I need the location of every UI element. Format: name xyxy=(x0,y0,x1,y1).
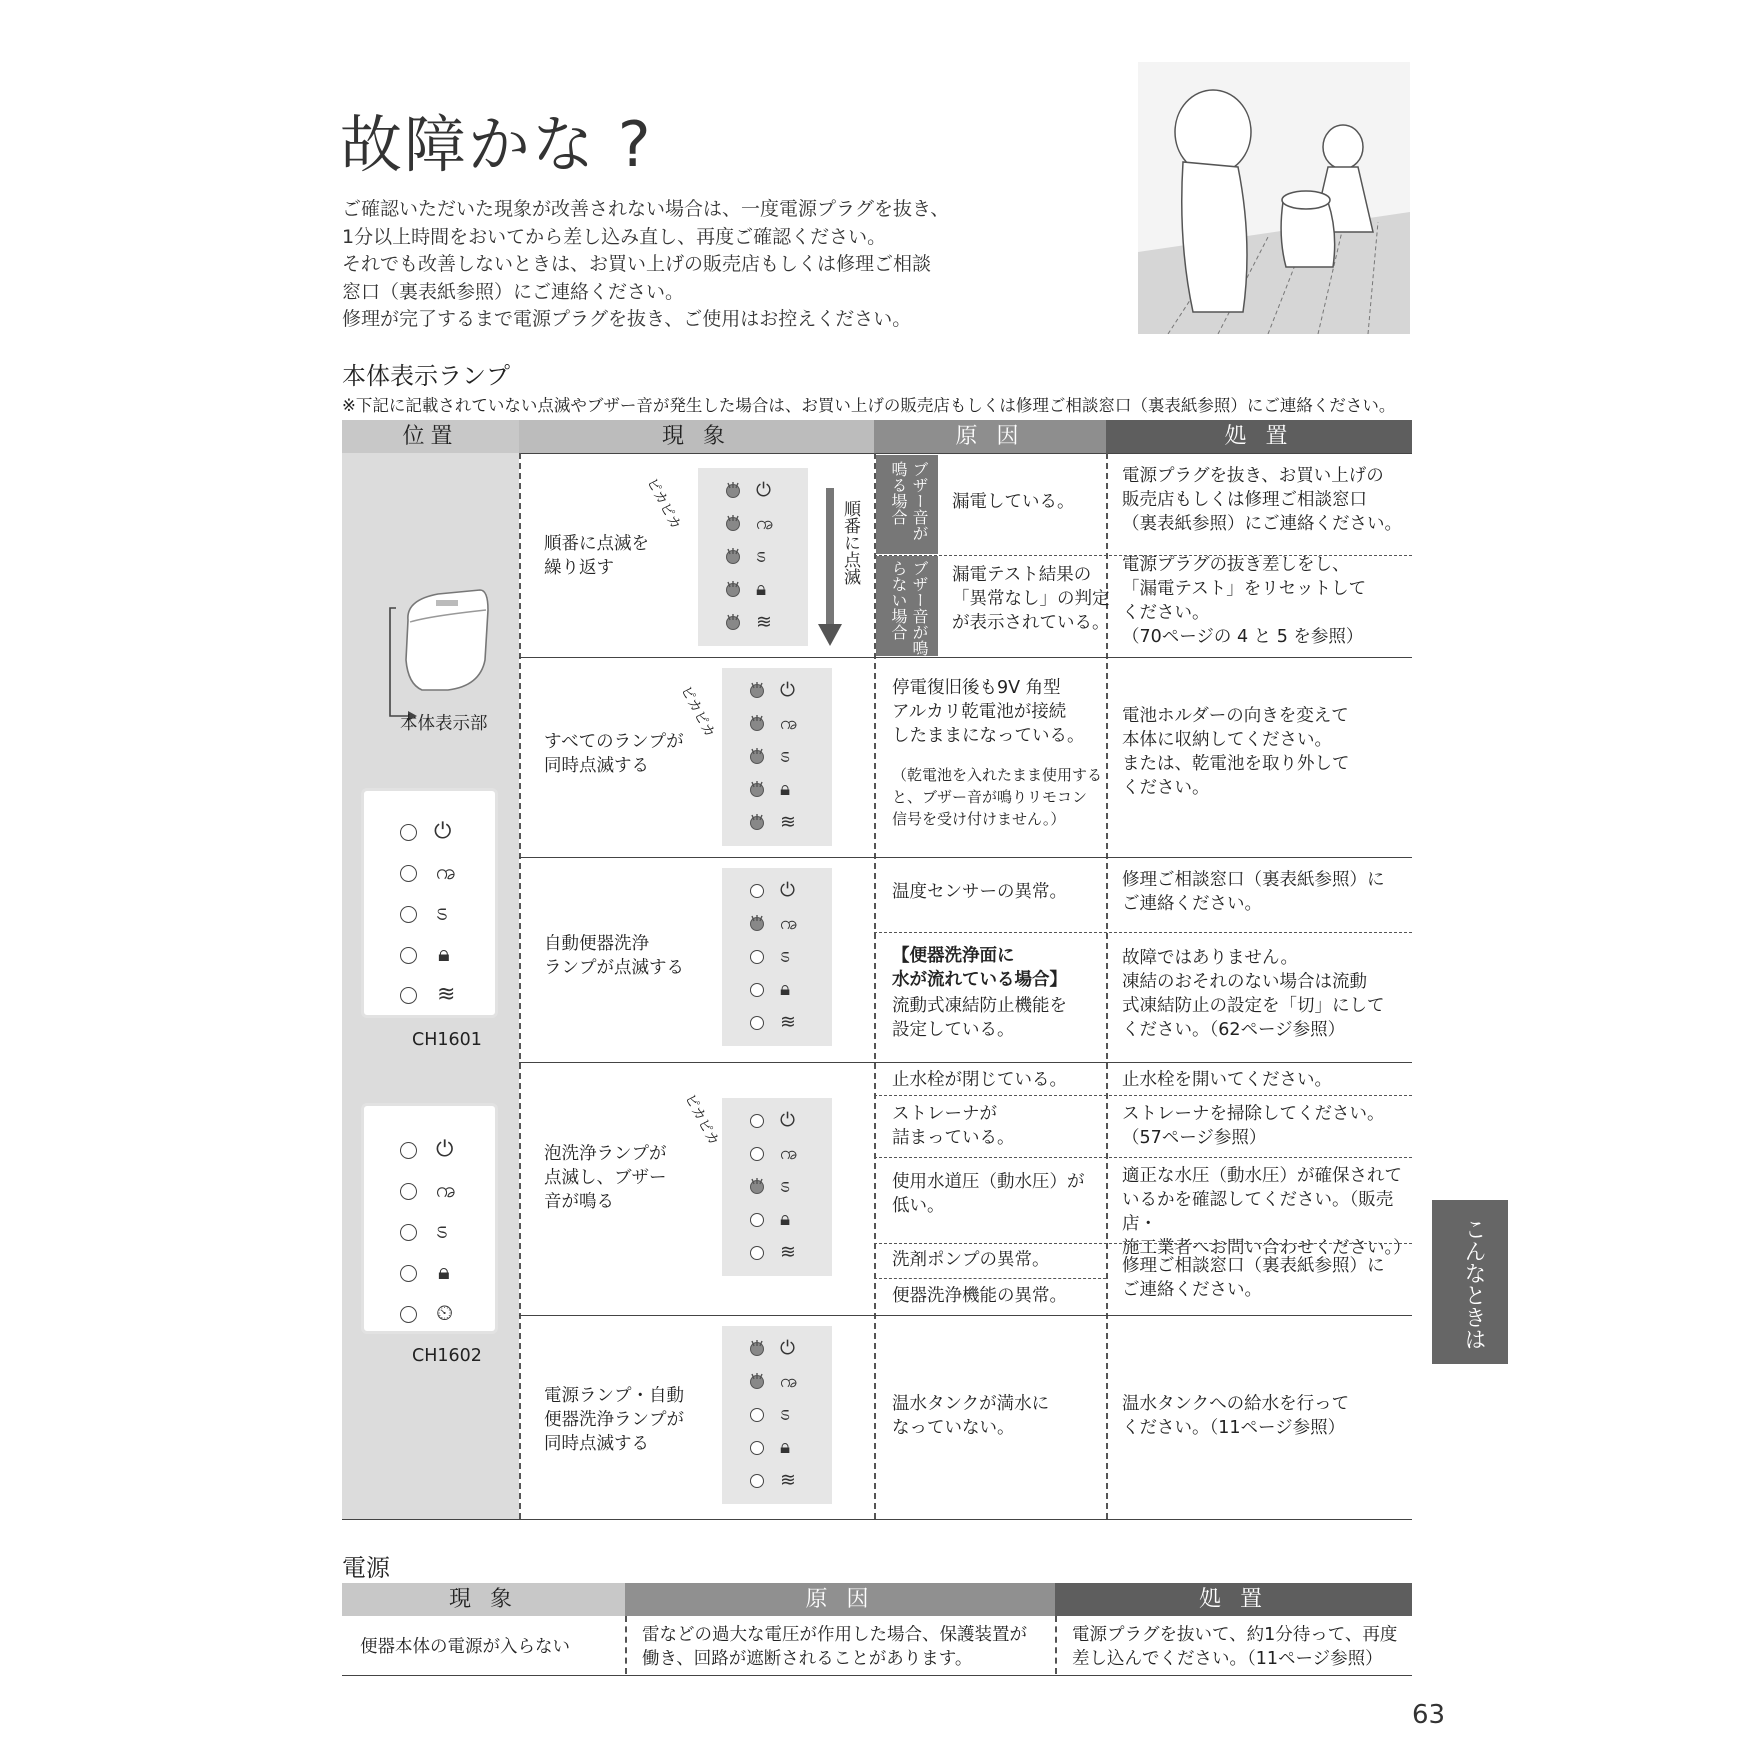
side-tab[interactable]: こんなときは xyxy=(1432,1200,1508,1364)
row4a-cause: 止水栓が閉じている。 xyxy=(892,1070,1067,1090)
indicator-lamp xyxy=(750,1474,764,1488)
swirl-icon: ꩠ xyxy=(780,712,798,734)
power-header-phenomenon: 現 象 xyxy=(342,1583,625,1616)
model-ch1602: CH1602 xyxy=(412,1346,482,1366)
timer-icon: ⏲ xyxy=(436,1301,454,1326)
swirl-icon: ꩠ xyxy=(436,1178,457,1203)
row2-phenomenon: すべてのランプが 同時点滅する xyxy=(544,732,684,776)
section-note: ※下記に記載されていない点滅やブザー音が発生した場合は、お買い上げの販売店もしくは修理ご相談窓口（裏表紙参照）にご連絡ください。 xyxy=(342,396,1396,415)
lamp-panel-row1 xyxy=(698,468,808,646)
power-table xyxy=(342,1583,1412,1677)
blink-label: ピカピカ xyxy=(643,475,684,533)
buzzer-off-box: ブザー音が鳴らない場合 xyxy=(876,556,938,656)
intro-text: ご確認いただいた現象が改善されない場合は、一度電源プラグを抜き、 1分以上時間をおいてから差し込み直し、再度ご確認ください。 それでも改善しないときは、お買い上げの販売店もしくは修理ご相談 窓口（裏表紙参照）にご連絡ください。 修理が完了するまで電源プラグを抜き、ご使用はお控えください。 xyxy=(342,198,950,330)
indicator-lamp xyxy=(750,950,764,964)
lock-icon: 🔒︎ xyxy=(780,1436,791,1458)
section-title-lamp: 本体表示ランプ xyxy=(342,362,510,390)
bubble-icon: ಽ xyxy=(780,1403,791,1425)
indicator-lamp xyxy=(750,1213,764,1227)
wifi-icon: ≋ xyxy=(437,982,456,1007)
power-remedy: 電源プラグを抜いて、約1分待って、再度 差し込んでください。（11ページ参照） xyxy=(1072,1625,1398,1669)
row5-remedy: 温水タンクへの給水を行って ください。（11ページ参照） xyxy=(1122,1394,1350,1438)
lamp-panel-row2 xyxy=(722,668,832,846)
indicator-lamp xyxy=(750,1408,764,1422)
wifi-icon: ≋ xyxy=(780,1241,796,1263)
indicator-lamp xyxy=(750,1147,764,1161)
header-position: 位置 xyxy=(342,420,519,453)
row2-cause-note: （乾電池を入れたまま使用する と、ブザー音が鳴りリモコン 信号を受け付けません。） xyxy=(892,766,1103,828)
blink-rays xyxy=(750,675,764,683)
lamp-panel-row5 xyxy=(722,1326,832,1504)
lamp-panel-row4 xyxy=(722,1098,832,1276)
lock-icon: 🔒︎ xyxy=(780,778,791,800)
power-icon: ⏻ xyxy=(436,1137,454,1162)
blink-rays xyxy=(750,1171,764,1179)
row2-remedy: 電池ホルダーの向きを変えて 本体に収納してください。 または、乾電池を取り外して ください。 xyxy=(1122,706,1350,798)
row3-phenomenon: 自動便器洗浄 ランプが点滅する xyxy=(544,934,684,978)
lock-icon: 🔒︎ xyxy=(780,978,791,1000)
illustration xyxy=(1138,62,1410,334)
wifi-icon: ≋ xyxy=(756,611,772,633)
row4b-remedy: ストレーナを掃除してください。 （57ページ参照） xyxy=(1122,1104,1385,1148)
lamp-panel-row3 xyxy=(722,868,832,1046)
lock-icon: 🔒︎ xyxy=(756,578,767,600)
power-cause: 雷などの過大な電圧が作用した場合、保護装置が 働き、回路が遮断されることがあります。 xyxy=(642,1625,1027,1669)
bubble-icon: ಽ xyxy=(756,545,767,567)
blink-label-2: ピカピカ xyxy=(677,683,718,741)
blink-rays xyxy=(726,541,740,549)
power-icon: ⏻ xyxy=(434,819,452,844)
blink-label-4: ピカピカ xyxy=(681,1091,722,1149)
blink-rays xyxy=(726,508,740,516)
power-icon: ⏻ xyxy=(780,1109,796,1131)
row4c-cause: 使用水道圧（動水圧）が 低い。 xyxy=(892,1172,1085,1216)
row4d-cause: 洗剤ポンプの異常。 xyxy=(892,1250,1050,1270)
power-icon: ⏻ xyxy=(756,479,772,501)
power-phenomenon: 便器本体の電源が入らない xyxy=(360,1637,570,1657)
wifi-icon: ≋ xyxy=(780,1011,796,1033)
row4d-remedy: 修理ご相談窓口（裏表紙参照）に ご連絡ください。 xyxy=(1122,1256,1385,1300)
row4c-remedy: 適正な水圧（動水圧）が確保されて いるかを確認してください。（販売店・ 施工業者へお問い合わせください。） xyxy=(1122,1166,1411,1258)
wifi-icon: ≋ xyxy=(780,1469,796,1491)
blink-rays xyxy=(750,1333,764,1341)
row1b-cause: 漏電テスト結果の 「異常なし」の判定 が表示されている。 xyxy=(952,565,1110,633)
model-ch1601: CH1601 xyxy=(412,1030,482,1050)
wifi-icon: ≋ xyxy=(780,811,796,833)
row4a-remedy: 止水栓を開いてください。 xyxy=(1122,1070,1332,1090)
blink-rays xyxy=(750,774,764,782)
row3b-cause-bold: 【便器洗浄面に 水が流れている場合】 xyxy=(892,946,1067,990)
header-remedy: 処 置 xyxy=(1106,420,1412,453)
power-icon: ⏻ xyxy=(780,1337,796,1359)
indicator-lamp xyxy=(750,1246,764,1260)
indicator-lamp xyxy=(750,983,764,997)
swirl-icon: ꩠ xyxy=(780,1142,798,1164)
row5-phenomenon: 電源ランプ・自動 便器洗浄ランプが 同時点滅する xyxy=(544,1386,684,1454)
display-label: 本体表示部 xyxy=(400,714,488,734)
blink-rays xyxy=(750,708,764,716)
blink-rays xyxy=(726,607,740,615)
row3b-cause: 流動式凍結防止機能を 設定している。 xyxy=(892,996,1067,1040)
row4b-cause: ストレーナが 詰まっている。 xyxy=(892,1104,1015,1148)
blink-rays xyxy=(750,807,764,815)
swirl-icon: ꩠ xyxy=(780,912,798,934)
blink-rays xyxy=(750,741,764,749)
row1a-remedy: 電源プラグを抜き、お買い上げの 販売店もしくは修理ご相談窓口 （裏表紙参照）にご連絡ください。 xyxy=(1122,466,1402,534)
page-number: 63 xyxy=(1412,1700,1446,1730)
indicator-lamp xyxy=(750,884,764,898)
row3b-remedy: 故障ではありません。 凍結のおそれのない場合は流動 式凍結防止の設定を「切」にして ください。（62ページ参照） xyxy=(1122,948,1385,1040)
remote-ch1602 xyxy=(361,1103,498,1334)
blink-rays xyxy=(750,1366,764,1374)
row1a-cause: 漏電している。 xyxy=(952,492,1075,512)
row4e-cause: 便器洗浄機能の異常。 xyxy=(892,1286,1067,1306)
row3a-remedy: 修理ご相談窓口（裏表紙参照）に ご連絡ください。 xyxy=(1122,870,1385,914)
lamp-table xyxy=(342,420,1412,1519)
row2-cause: 停電復旧後も9V 角型 アルカリ乾電池が接続 したままになっている。 xyxy=(892,678,1085,746)
blink-rays xyxy=(750,908,764,916)
remote-ch1601 xyxy=(361,788,498,1018)
lock-icon: 🔒︎ xyxy=(438,942,450,967)
row1-phenomenon: 順番に点滅を 繰り返す xyxy=(544,534,649,578)
row3a-cause: 温度センサーの異常。 xyxy=(892,882,1067,902)
blink-rays xyxy=(726,574,740,582)
page-title: 故障かな ? xyxy=(340,108,653,181)
header-phenomenon: 現 象 xyxy=(519,420,874,453)
power-header-remedy: 処 置 xyxy=(1055,1583,1412,1616)
bubble-icon: ಽ xyxy=(780,745,791,767)
power-icon: ⏻ xyxy=(780,679,796,701)
power-header-cause: 原 因 xyxy=(625,1583,1055,1616)
swirl-icon: ꩠ xyxy=(756,512,774,534)
bubble-icon: ಽ xyxy=(436,1219,448,1244)
bubble-icon: ಽ xyxy=(436,901,448,926)
indicator-lamp xyxy=(750,1441,764,1455)
swirl-icon: ꩠ xyxy=(436,860,457,885)
bubble-icon: ಽ xyxy=(780,945,791,967)
section-title-power: 電源 xyxy=(342,1554,390,1582)
row1b-remedy: 電源プラグの抜き差しをし、 「漏電テスト」をリセットして ください。 （70ページの 4 と 5 を参照） xyxy=(1122,555,1367,647)
indicator-lamp xyxy=(750,1114,764,1128)
swirl-icon: ꩠ xyxy=(780,1370,798,1392)
header-cause: 原 因 xyxy=(874,420,1106,453)
row4-phenomenon: 泡洗浄ランプが 点滅し、ブザー 音が鳴る xyxy=(544,1144,667,1212)
row5-cause: 温水タンクが満水に なっていない。 xyxy=(892,1394,1050,1438)
blink-rays xyxy=(726,475,740,483)
lock-icon: 🔒︎ xyxy=(780,1208,791,1230)
order-label: 順番に点滅 xyxy=(840,500,860,585)
buzzer-on-box: ブザー音が鳴る場合 xyxy=(876,455,938,554)
indicator-lamp xyxy=(750,1016,764,1030)
down-arrow-icon xyxy=(818,488,842,648)
power-icon: ⏻ xyxy=(780,879,796,901)
lock-icon: 🔒︎ xyxy=(438,1260,450,1285)
bubble-icon: ಽ xyxy=(780,1175,791,1197)
